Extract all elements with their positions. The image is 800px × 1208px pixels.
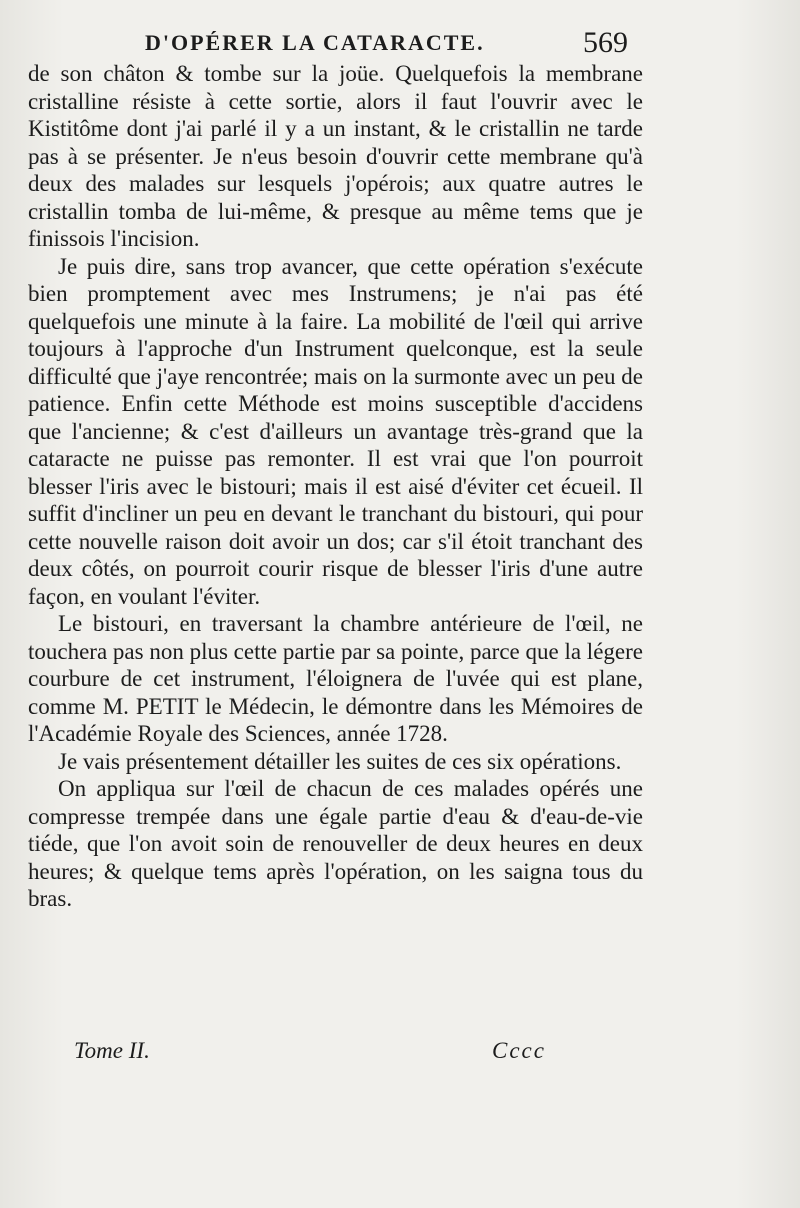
body-text — [28, 60, 643, 913]
paragraph-2: Je puis dire, sans trop avancer, que cette opération s'exécute bien promptement avec mes Instrumens; je n'ai pas été quelquefois une minute à la faire. La mobilité de l'œil qui arrive toujours à l'approche d'un Instrument quelconque, est la seule difficulté que j'aye rencontrée; mais on la surmonte avec un peu de patience. Enfin cette Méthode est moins susceptible d'accidens que l'ancienne; & c'est d'ailleurs un avantage très-grand que la cataracte ne puisse pas remonter. Il est vrai que l'on pourroit blesser l'iris avec le bistouri; mais il est aisé d'éviter cet écueil. Il suffit d'incliner un peu en devant le tranchant du bistouri, qui pour cette nouvelle raison doit avoir un dos; car s'il étoit tranchant des deux côtés, on pourroit courir risque de blesser l'iris d'une autre façon, en voulant l'éviter. — [28, 253, 643, 609]
page-footer — [0, 1038, 800, 1078]
signature-mark: Cccc — [492, 1038, 546, 1063]
paragraph-4: Je vais présentement détailler les suites de ces six opérations. — [58, 748, 622, 774]
page-number: 569 — [583, 26, 628, 59]
paragraph-1: de son châton & tombe sur la joüe. Quelquefois la membrane cristalline résiste à cette sortie, alors il faut l'ouvrir avec le Kistitôme dont j'ai parlé il y a un instant, & le cristallin ne tarde pas à se présenter. Je n'eus besoin d'ouvrir cette membrane qu'à deux des malades sur lesquels j'opérois; aux quatre autres le cristallin tomba de lui-même, & presque au même tems que je finissois l'incision. — [28, 61, 643, 251]
running-title: D'OPÉRER LA CATARACTE. — [145, 30, 485, 55]
volume-label: Tome II. — [74, 1038, 150, 1063]
paragraph-3: Le bistouri, en traversant la chambre antérieure de l'œil, ne touchera pas non plus cette partie par sa pointe, parce que la légere courbure de cet instrument, l'éloignera de l'uvée qui est plane, comme M. PETIT le Médecin, le démontre dans les Mémoires de l'Académie Royale des Sciences, année 1728. — [28, 611, 643, 746]
paragraph-5: On appliqua sur l'œil de chacun de ces malades opérés une compresse trempée dans une égale partie d'eau & d'eau-de-vie tiéde, que l'on avoit soin de renouveller de deux heures en deux heures; & quelque tems après l'opération, on les saigna tous du bras. — [28, 776, 643, 911]
